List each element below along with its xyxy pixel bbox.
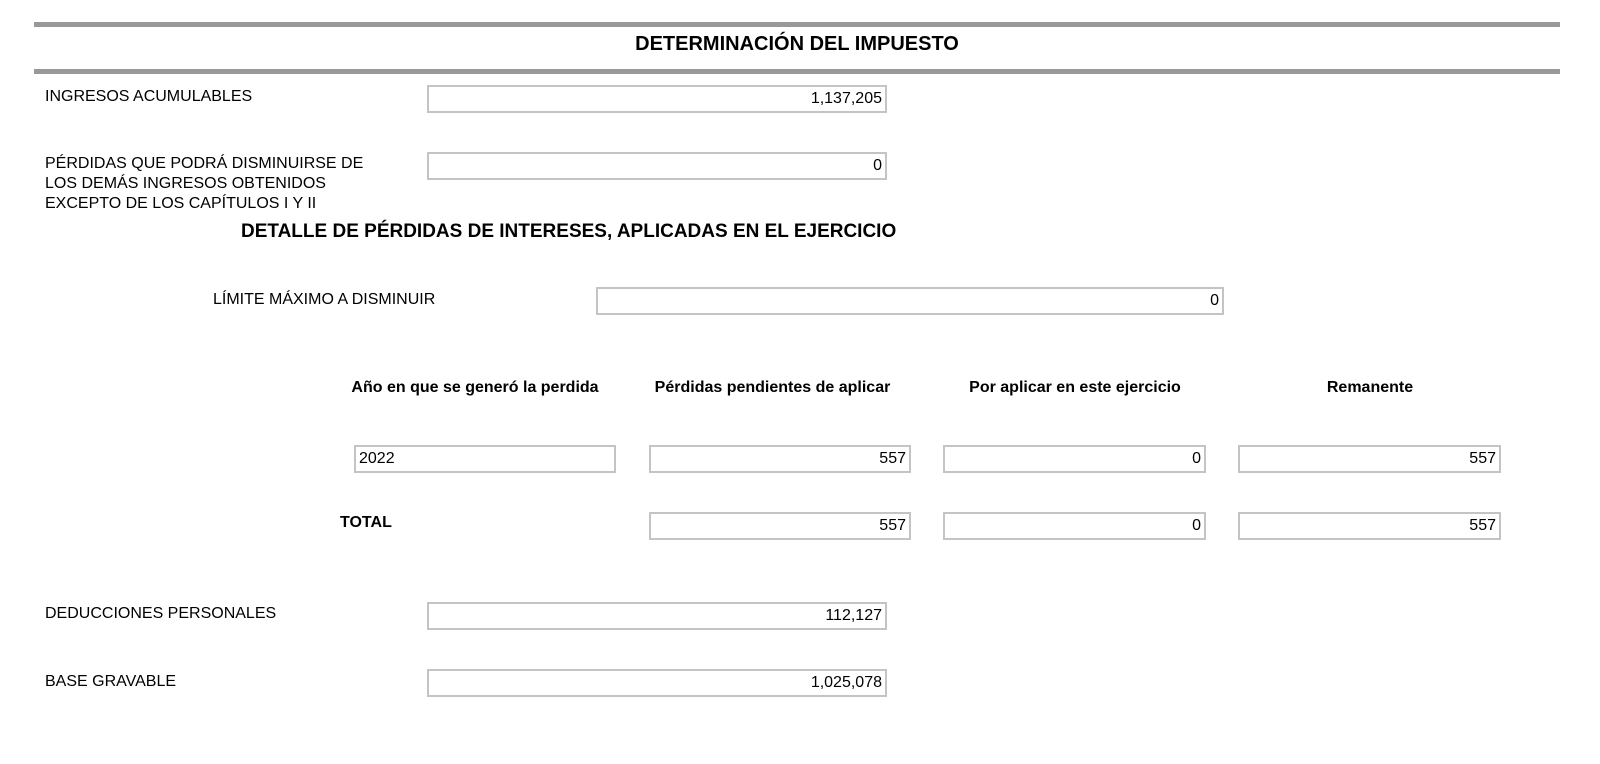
ingresos-acumulables-field[interactable]: 1,137,205 [427, 85, 887, 113]
perdidas-disminuirse-label [45, 154, 363, 214]
limite-maximo-label: LÍMITE MÁXIMO A DISMINUIR [213, 291, 436, 308]
row-remanente-field[interactable]: 557 [1238, 445, 1501, 473]
limite-maximo-field[interactable]: 0 [596, 287, 1224, 315]
base-gravable-field[interactable]: 1,025,078 [427, 669, 887, 697]
total-pendientes-field[interactable]: 557 [649, 512, 911, 540]
perdidas-disminuirse-field[interactable]: 0 [427, 152, 887, 180]
row-por-aplicar-field[interactable]: 0 [943, 445, 1206, 473]
col-header-pendientes: Pérdidas pendientes de aplicar [654, 379, 891, 396]
top-rule [34, 22, 1560, 27]
total-label: TOTAL [340, 514, 392, 531]
col-header-anio: Año en que se generó la perdida [351, 379, 599, 396]
perdidas-label-line-3: EXCEPTO DE LOS CAPÍTULOS I Y II [45, 195, 317, 212]
ingresos-acumulables-label: INGRESOS ACUMULABLES [45, 88, 253, 105]
title-underline-rule [34, 69, 1560, 74]
total-por-aplicar-field[interactable]: 0 [943, 512, 1206, 540]
detalle-title: DETALLE DE PÉRDIDAS DE INTERESES, APLICADAS EN EL EJERCICIO [241, 221, 897, 242]
row-pendientes-field[interactable]: 557 [649, 445, 911, 473]
col-header-por-aplicar: Por aplicar en este ejercicio [969, 379, 1181, 396]
section-title: DETERMINACIÓN DEL IMPUESTO [635, 33, 959, 55]
col-header-remanente: Remanente [1326, 379, 1414, 396]
base-gravable-label: BASE GRAVABLE [45, 673, 177, 690]
deducciones-personales-field[interactable]: 112,127 [427, 602, 887, 630]
row-anio-field[interactable]: 2022 [354, 445, 616, 473]
deducciones-personales-label: DEDUCCIONES PERSONALES [45, 605, 277, 622]
perdidas-label-line-2: LOS DEMÁS INGRESOS OBTENIDOS [45, 175, 326, 192]
total-remanente-field[interactable]: 557 [1238, 512, 1501, 540]
perdidas-label-line-1: PÉRDIDAS QUE PODRÁ DISMINUIRSE DE [45, 155, 364, 172]
